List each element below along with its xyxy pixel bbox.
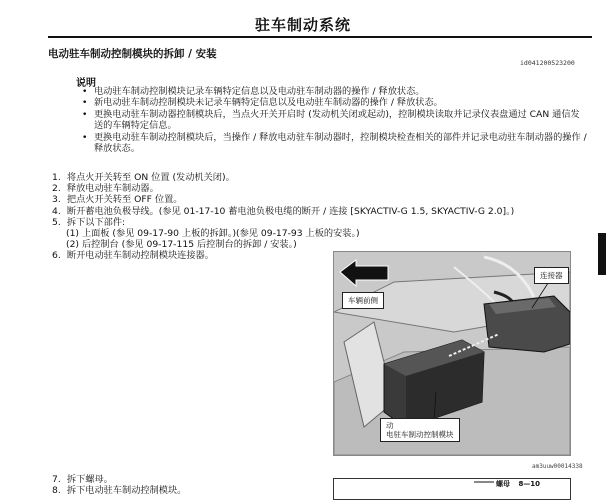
substep-number: (1) [66,228,80,240]
nut-label: 螺母 [496,480,510,488]
title-rule [48,36,592,38]
note-text: 电动驻车制动控制模块记录车辆特定信息以及电动驻车制动器的操作 / 释放状态。 [94,86,425,97]
step-item [52,194,592,205]
figure-code: am3uuw00014338 [532,463,583,470]
step-item [52,183,592,194]
note-item [76,86,588,97]
step-number: 3. [52,194,61,206]
section-title: 电动驻车制动控制模块的拆卸 / 安装 [48,48,217,60]
step-item [52,172,592,183]
step-number: 7. [52,474,61,485]
substep-number: (2) [66,239,80,251]
module-callout [380,418,460,442]
substep-item [52,239,592,250]
note-heading: 说明 [76,78,96,89]
bullet: • [82,131,88,143]
substep-text: 上面板 (参见 09-17-90 上板的拆卸。)(参见 09-17-93 上板的安装。) [81,228,360,240]
procedure-steps [52,172,592,262]
page-title: 驻车制动系统 [254,16,351,34]
step-text: 断开电动驻车制动控制模块连接器。 [66,250,214,262]
step-item [52,474,186,485]
connector-callout: 连接器 [534,267,569,284]
module-callout-line1: 动 [386,421,394,430]
step-text: 断开蓄电池负极导线。(参见 01-17-10 蓄电池负极电缆的断开 / 连接 [SKYACTIV-G 1.5, SKYACTIV-G 2.0]。) [66,205,515,217]
substep-item [52,228,592,239]
note-item [76,97,588,108]
step-text: 拆下以下部件: [66,216,126,228]
side-index-tab [598,233,606,275]
step-item [52,206,592,217]
note-text: 更换电动驻车制动器控制模块后，当点火开关开启时 (发动机关闭或起动)，控制模块读取并记录仪表盘通过 CAN 通信发送的车辆特定信息。 [94,108,580,132]
note-item [76,132,588,155]
torque-spec [496,479,540,489]
step-item [52,217,592,228]
module-illustration [333,251,571,456]
note-item [76,109,588,132]
step-text: 释放电动驻车制动器。 [66,183,159,195]
vehicle-front-callout: 车辆前侧 [342,292,384,309]
step-text: 将点火开关转至 ON 位置 (发动机关闭)。 [66,172,235,183]
step-number: 1. [52,172,61,183]
step-text: 拆下螺母。 [66,474,113,485]
substep-text: 后控制台 (参见 09-17-115 后控制台的拆卸 / 安装。) [81,239,297,251]
step-text: 把点火开关转至 OFF 位置。 [66,194,183,206]
note-list [76,86,588,154]
module-callout-line2: 电驻车制动控制模块 [386,430,454,439]
step-item [52,485,186,496]
procedure-steps-continued [52,474,186,496]
note-text: 更换电动驻车制动控制模块后，当操作 / 释放电动驻车制动器时，控制模块检查相关的部件并记录电动驻车制动器的操作 / 释放状态。 [94,131,587,155]
bullet: • [82,97,88,109]
note-text: 新电动驻车制动控制模块未记录车辆特定信息以及电动驻车制动器的操作 / 释放状态。 [94,97,443,109]
step-text: 拆下电动驻车制动控制模块。 [66,485,187,497]
bullet: • [82,86,88,97]
step-number: 5. [52,216,61,228]
bullet: • [82,108,88,120]
step-number: 8. [52,485,61,497]
torque-value: 8—10 [518,480,541,488]
step-number: 2. [52,183,61,195]
step-number: 4. [52,205,61,217]
document-id: id041200523200 [520,59,575,67]
step-number: 6. [52,250,61,262]
